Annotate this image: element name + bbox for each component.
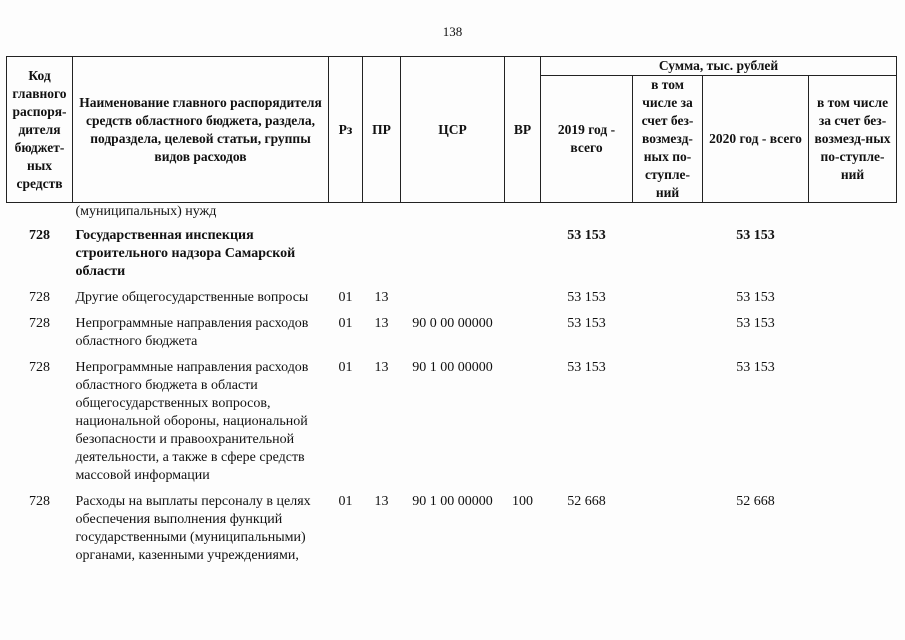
row-2019-free (633, 227, 703, 289)
continuation-text: (муниципальных) нужд (75, 204, 217, 219)
row-vr (505, 315, 541, 359)
row-code: 728 (29, 290, 50, 305)
header-code: Код главного распоря-дителя бюджет-ных средств (7, 57, 73, 203)
row-rz: 01 (338, 494, 353, 509)
row-2020-free (809, 359, 897, 493)
row-code: 728 (29, 316, 50, 331)
row-2019-total: 53 153 (567, 316, 606, 331)
row-code: 728 (29, 494, 50, 509)
table-header (7, 57, 897, 203)
row-pr: 13 (374, 290, 389, 305)
row-2019-total: 53 153 (567, 360, 606, 375)
row-vr (505, 227, 541, 289)
row-pr: 13 (374, 494, 389, 509)
row-2020-total: 52 668 (736, 494, 775, 509)
row-csr: 90 0 00 00000 (412, 316, 493, 331)
row-2020-free (809, 493, 897, 573)
row-2019-total: 53 153 (567, 290, 606, 305)
header-pr: ПР (363, 57, 401, 203)
table-row (7, 289, 897, 315)
table-row (7, 493, 897, 573)
row-name: Непрограммные направления расходов областного бюджета (75, 316, 309, 349)
row-2020-total: 53 153 (736, 316, 775, 331)
row-2020-total: 53 153 (736, 290, 775, 305)
header-rz: Рз (329, 57, 363, 203)
table-row (7, 227, 897, 289)
row-name: Непрограммные направления расходов областного бюджета в области общегосударственных вопросов, национальной обороны, национальной безопасности и правоохранительной деятельности, а также в сфере средств массовой информации (75, 360, 309, 483)
row-csr: 90 1 00 00000 (412, 360, 493, 375)
budget-table (6, 56, 897, 573)
row-2020-total: 53 153 (736, 360, 775, 375)
row-2019-free (633, 359, 703, 493)
row-code: 728 (29, 228, 50, 243)
row-2020-total: 53 153 (736, 228, 775, 243)
row-csr (401, 227, 505, 289)
header-2020-free: в том числе за счет без-возмезд-ных по-ступле-ний (809, 76, 897, 203)
row-pr (363, 227, 401, 289)
row-2020-free (809, 289, 897, 315)
header-sum-group: Сумма, тыс. рублей (541, 57, 897, 76)
table-body (7, 203, 897, 574)
row-csr: 90 1 00 00000 (412, 494, 493, 509)
row-name: Другие общегосударственные вопросы (75, 290, 309, 305)
row-2020-free (809, 227, 897, 289)
header-2019-total: 2019 год - всего (541, 76, 633, 203)
row-rz: 01 (338, 360, 353, 375)
row-2019-total: 53 153 (567, 228, 606, 243)
row-pr: 13 (374, 316, 389, 331)
header-csr: ЦСР (401, 57, 505, 203)
page-number: 138 (442, 24, 463, 39)
row-2020-free (809, 315, 897, 359)
row-rz: 01 (338, 290, 353, 305)
table-row (7, 359, 897, 493)
row-rz: 01 (338, 316, 353, 331)
row-vr (505, 289, 541, 315)
row-name: Государственная инспекция строительного надзора Самарской области (75, 228, 296, 279)
row-vr (505, 359, 541, 493)
table-row (7, 315, 897, 359)
row-2019-free (633, 493, 703, 573)
row-rz (329, 227, 363, 289)
row-code: 728 (29, 360, 50, 375)
row-2019-free (633, 289, 703, 315)
header-2020-total: 2020 год - всего (703, 76, 809, 203)
row-2019-total: 52 668 (567, 494, 606, 509)
header-2019-free: в том числе за счет без-возмезд-ных по-ступле-ний (633, 76, 703, 203)
row-name: Расходы на выплаты персоналу в целях обеспечения выполнения функций государственными (муниципальными) органами, казенными учреждениями, (75, 494, 311, 563)
header-vr: ВР (505, 57, 541, 203)
row-csr (401, 289, 505, 315)
row-pr: 13 (374, 360, 389, 375)
header-name: Наименование главного распорядителя средств областного бюджета, раздела, подраздела, целевой статьи, группы видов расходов (73, 57, 329, 203)
row-2019-free (633, 315, 703, 359)
row-vr: 100 (512, 494, 533, 509)
